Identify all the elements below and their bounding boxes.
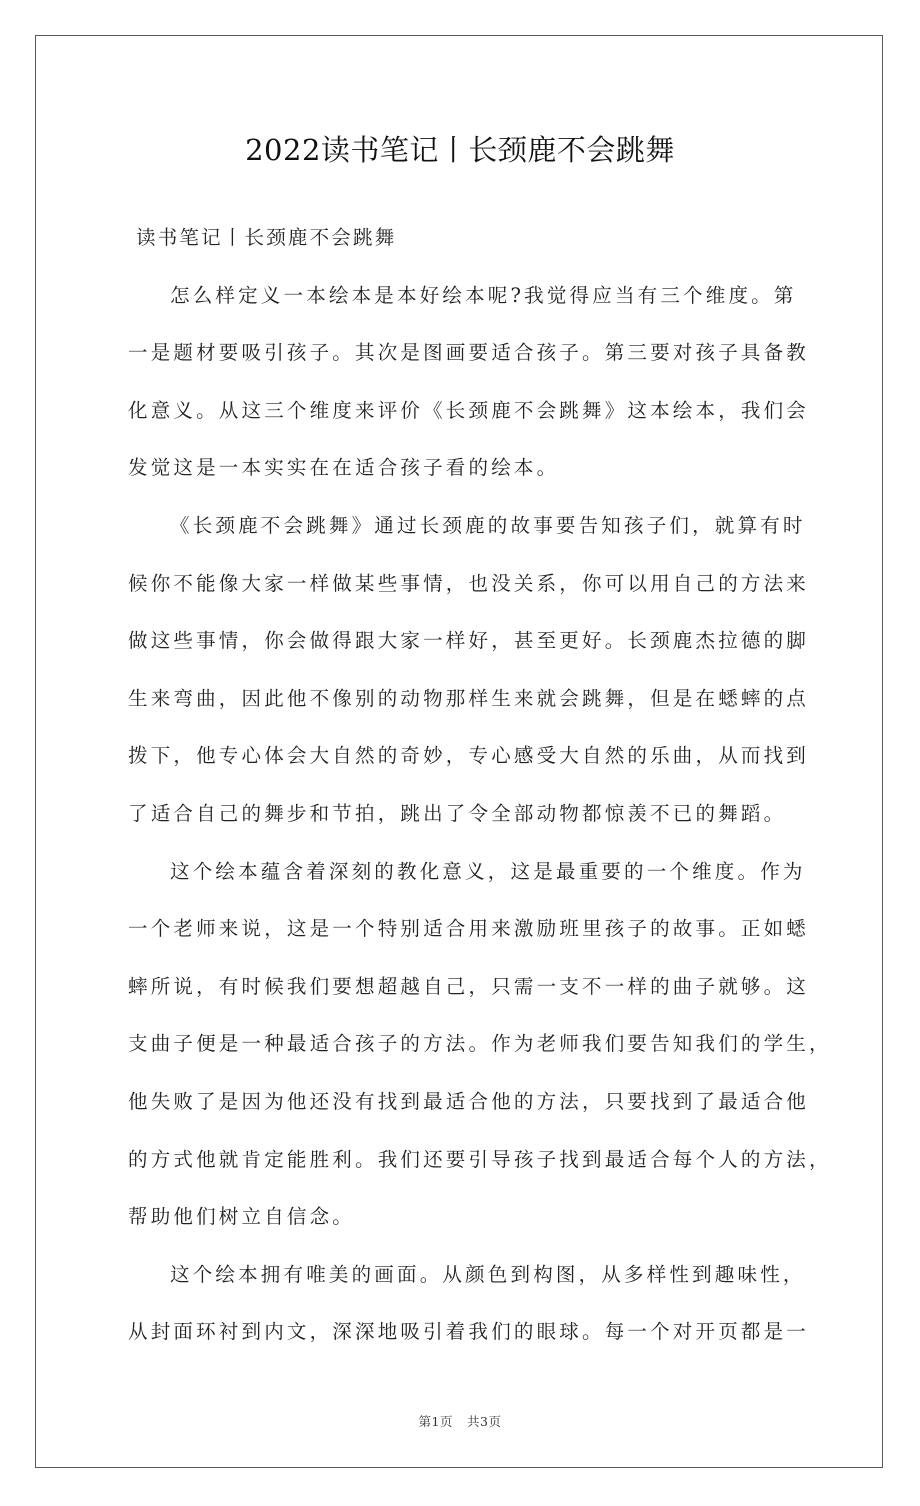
paragraph-2-line-4: 生来弯曲，因此他不像别的动物那样生来就会跳舞，但是在蟋蟀的点 — [128, 686, 810, 710]
document-body — [128, 218, 832, 1370]
paragraph-1-line-1: 怎么样定义一本绘本是本好绘本呢?我觉得应当有三个维度。第 — [170, 283, 797, 307]
paragraph-3-line-1: 这个绘本蕴含着深刻的教化意义，这是最重要的一个维度。作为 — [170, 859, 806, 883]
paragraph-3-line-2: 一个老师来说，这是一个特别适合用来激励班里孩子的故事。正如蟋 — [128, 917, 810, 941]
paragraph-1-line-4: 发觉这是一本实实在在适合孩子看的绘本。 — [128, 456, 560, 480]
paragraph-2-line-3: 做这些事情，你会做得跟大家一样好，甚至更好。长颈鹿杰拉德的脚 — [128, 629, 810, 653]
paragraph-3-line-7: 帮助他们树立自信念。 — [128, 1205, 356, 1229]
paragraph-2-line-6: 了适合自己的舞步和节拍，跳出了令全部动物都惊羡不已的舞蹈。 — [128, 801, 787, 825]
paragraph-3-line-4: 支曲子便是一种最适合孩子的方法。作为老师我们要告知我们的学生， — [128, 1032, 832, 1056]
paragraph-3-line-6: 的方式他就肯定能胜利。我们还要引导孩子找到最适合每个人的方法， — [128, 1147, 832, 1171]
document-subtitle: 读书笔记丨长颈鹿不会跳舞 — [136, 226, 397, 249]
paragraph-2-line-1: 《长颈鹿不会跳舞》通过长颈鹿的故事要告知孩子们，就算有时 — [170, 513, 806, 537]
page-number-total: 共3页 — [467, 1414, 502, 1429]
paragraph-1-line-2: 一是题材要吸引孩子。其次是图画要适合孩子。第三要对孩子具备教 — [128, 341, 810, 365]
page-footer — [0, 1412, 920, 1430]
paragraph-3-line-3: 蟀所说，有时候我们要想超越自己，只需一支不一样的曲子就够。这 — [128, 974, 810, 998]
paragraph-4-line-1: 这个绘本拥有唯美的画面。从颜色到构图，从多样性到趣味性， — [170, 1262, 806, 1286]
page-number-current: 第1页 — [418, 1414, 453, 1429]
paragraph-2-line-2: 候你不能像大家一样做某些事情，也没关系，你可以用自己的方法来 — [128, 571, 810, 595]
paragraph-3-line-5: 他失败了是因为他还没有找到最适合他的方法，只要找到了最适合他 — [128, 1089, 810, 1113]
paragraph-4-line-2: 从封面环衬到内文，深深地吸引着我们的眼球。每一个对开页都是一 — [128, 1320, 810, 1344]
paragraph-2-line-5: 拨下，他专心体会大自然的奇妙，专心感受大自然的乐曲，从而找到 — [128, 744, 810, 768]
paragraph-1-line-3: 化意义。从这三个维度来评价《长颈鹿不会跳舞》这本绘本，我们会 — [128, 398, 810, 422]
document-title: 2022读书笔记丨长颈鹿不会跳舞 — [245, 133, 675, 167]
